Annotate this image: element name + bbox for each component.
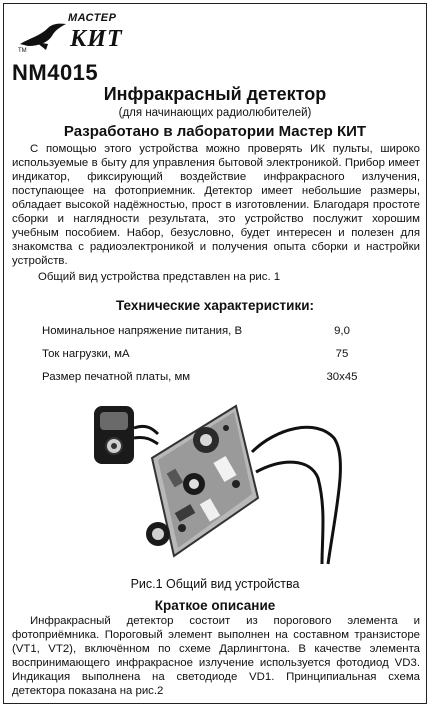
figure-reference: Общий вид устройства представлен на рис. 1 [38,271,281,283]
document-page [3,3,427,704]
description-paragraph: Инфракрасный детектор состоит из порогового элемента и фотоприёмника. Пороговый элемент выполнен на составном транзисторе (VT1, VT2), включённом по схеме Дарлингтона. В качестве элемента воспринимающего инфракрасное излучение используется фотодиод VD3. Индикация выполнена на светодиоде VD1. Принципиальная схема детектора показана на рис.2 [12,615,420,697]
logo-master-text: МАСТЕР [68,12,117,24]
spec-value: 9,0 [334,325,350,337]
developed-by: Разработано в лаборатории Мастер КИТ [63,123,367,140]
intro-paragraph: С помощью этого устройства можно проверять ИК пульты, широко используемые в быту для управления бытовой электроникой. Прибор имеет индикатор, фиксирующий воздействие инфракрасного излучения, поступающее на фотоприемник. Детектор имеет небольшие размеры, обладает высокой надёжностью, прост в изготовлении. Благодаря простоте сборки и наглядности результата, это устройство послужит хорошим учебным пособием. Набор, безусловно, будет интересен и полезен для знакомства с радиоэлектроникой и получения опыта сборки и настройки устройств. [12,143,420,267]
product-code: NM4015 [12,60,99,85]
logo-kit-text: КИТ [70,26,123,52]
spec-label: Номинальное напряжение питания, В [42,325,243,337]
spec-row-board-size [42,371,372,387]
master-kit-logo [18,10,128,62]
figure-caption: Рис.1 Общий вид устройства [130,577,300,591]
description-title: Краткое описание [154,598,276,613]
spec-row-voltage [42,325,372,341]
spec-value: 75 [335,348,349,360]
ir-sensor [146,522,170,546]
spec-label: Ток нагрузки, мА [42,348,130,360]
spec-value: 30x45 [326,371,358,383]
specs-title: Технические характеристики: [115,298,315,313]
device-photo [86,388,350,574]
spec-row-current [42,348,372,364]
spec-label: Размер печатной платы, мм [42,371,191,383]
logo-trademark: TM [18,48,27,54]
page-subtitle: (для начинающих радиолюбителей) [118,107,312,119]
page-title: Инфракрасный детектор [103,84,327,104]
